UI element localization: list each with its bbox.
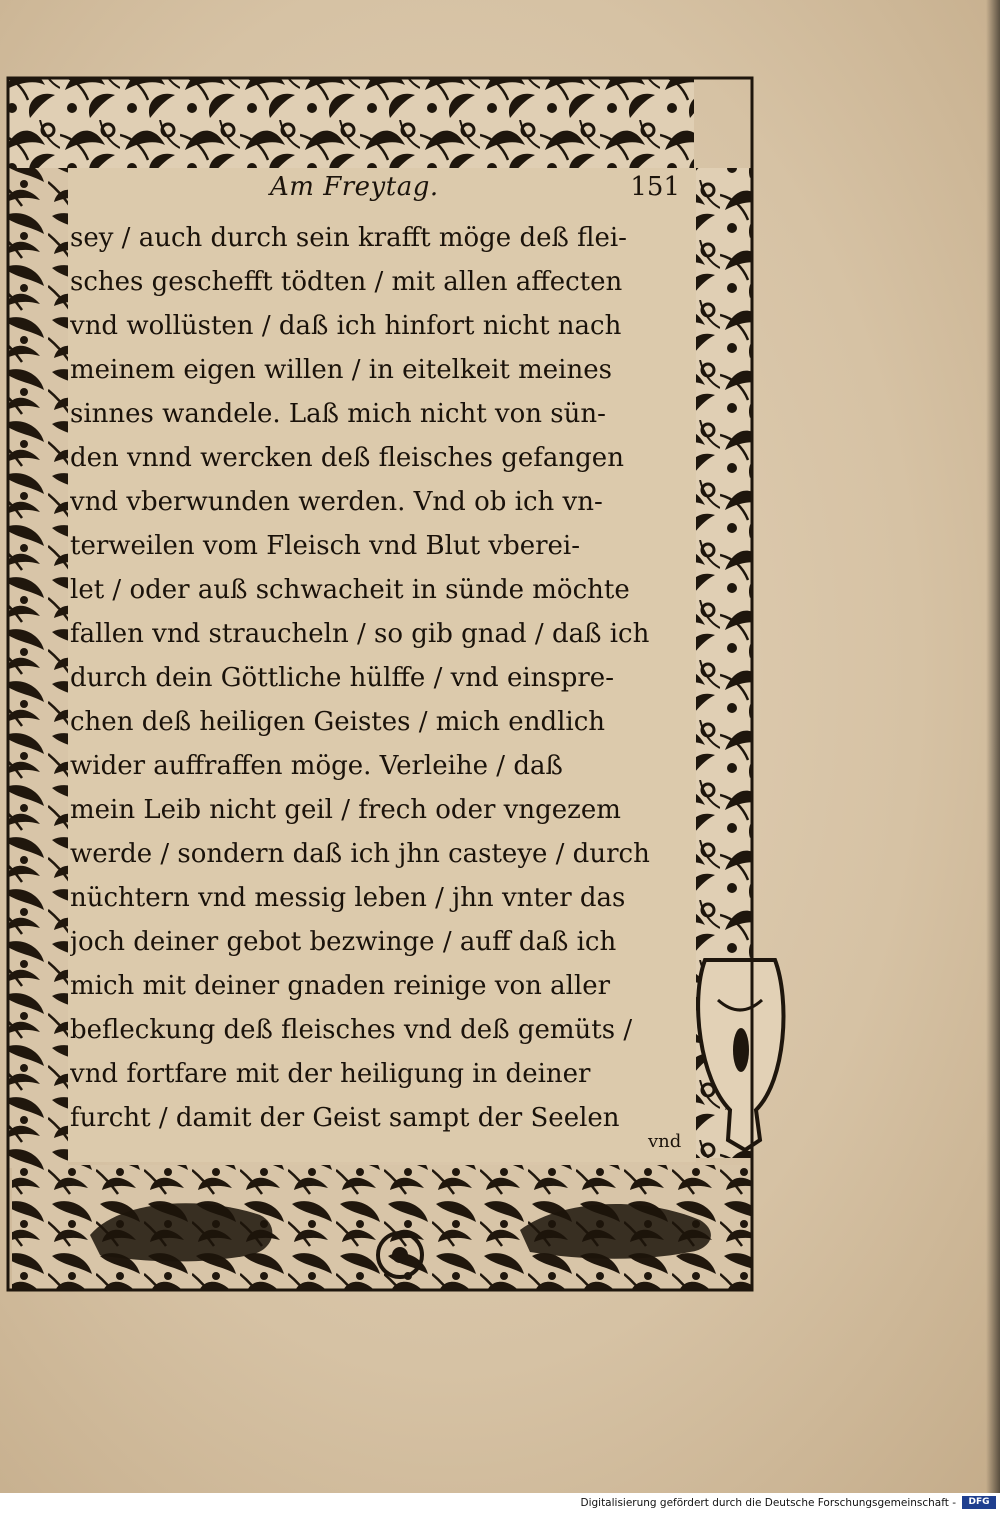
text-line: durch dein Göttliche hülffe / vnd einspre- xyxy=(70,663,614,693)
text-line: vnd fortfare mit der heiligung in deiner xyxy=(70,1059,591,1089)
text-line: mich mit deiner gnaden reinige von aller xyxy=(70,971,611,1001)
text-line: wider auffraffen möge. Verleihe / daß xyxy=(70,751,563,781)
text-line: furcht / damit der Geist sampt der Seelen xyxy=(70,1103,620,1133)
footer-credit: Digitalisierung gefördert durch die Deutsche Forschungsgemeinschaft - xyxy=(580,1497,956,1509)
text-line: chen deß heiligen Geistes / mich endlich xyxy=(70,707,606,737)
page-number: 151 xyxy=(630,172,680,202)
text-line: nüchtern vnd messig leben / jhn vnter das xyxy=(70,883,626,913)
page-edge-shadow xyxy=(986,0,1000,1493)
body-text xyxy=(70,216,700,1140)
text-line: sey / auch durch sein krafft möge deß flei- xyxy=(70,223,627,253)
footer-bar xyxy=(0,1493,1000,1513)
text-line: sinnes wandele. Laß mich nicht von sün- xyxy=(70,399,606,429)
text-line: mein Leib nicht geil / frech oder vngezem xyxy=(70,795,621,825)
text-line: werde / sondern daß ich jhn casteye / durch xyxy=(70,839,650,869)
catchword: vnd xyxy=(648,1131,682,1152)
page-header xyxy=(270,168,680,208)
text-line: vnd vberwunden werden. Vnd ob ich vn- xyxy=(70,487,603,517)
text-line: terweilen vom Fleisch vnd Blut vberei- xyxy=(70,531,581,561)
dfg-logo: DFG xyxy=(962,1496,996,1509)
text-line: fallen vnd straucheln / so gib gnad / daß ich xyxy=(70,619,650,649)
running-head: Am Freytag. xyxy=(270,172,439,202)
text-line: vnd wollüsten / daß ich hinfort nicht nach xyxy=(70,311,622,341)
text-line: sches geschefft tödten / mit allen affecten xyxy=(70,267,623,297)
text-line: meinem eigen willen / in eitelkeit meines xyxy=(70,355,612,385)
text-line: let / oder auß schwacheit in sünde möchte xyxy=(70,575,630,605)
text-line: den vnnd wercken deß fleisches gefangen xyxy=(70,443,624,473)
text-line: joch deiner gebot bezwinge / auff daß ich xyxy=(70,927,617,957)
text-line: befleckung deß fleisches vnd deß gemüts / xyxy=(70,1015,633,1045)
